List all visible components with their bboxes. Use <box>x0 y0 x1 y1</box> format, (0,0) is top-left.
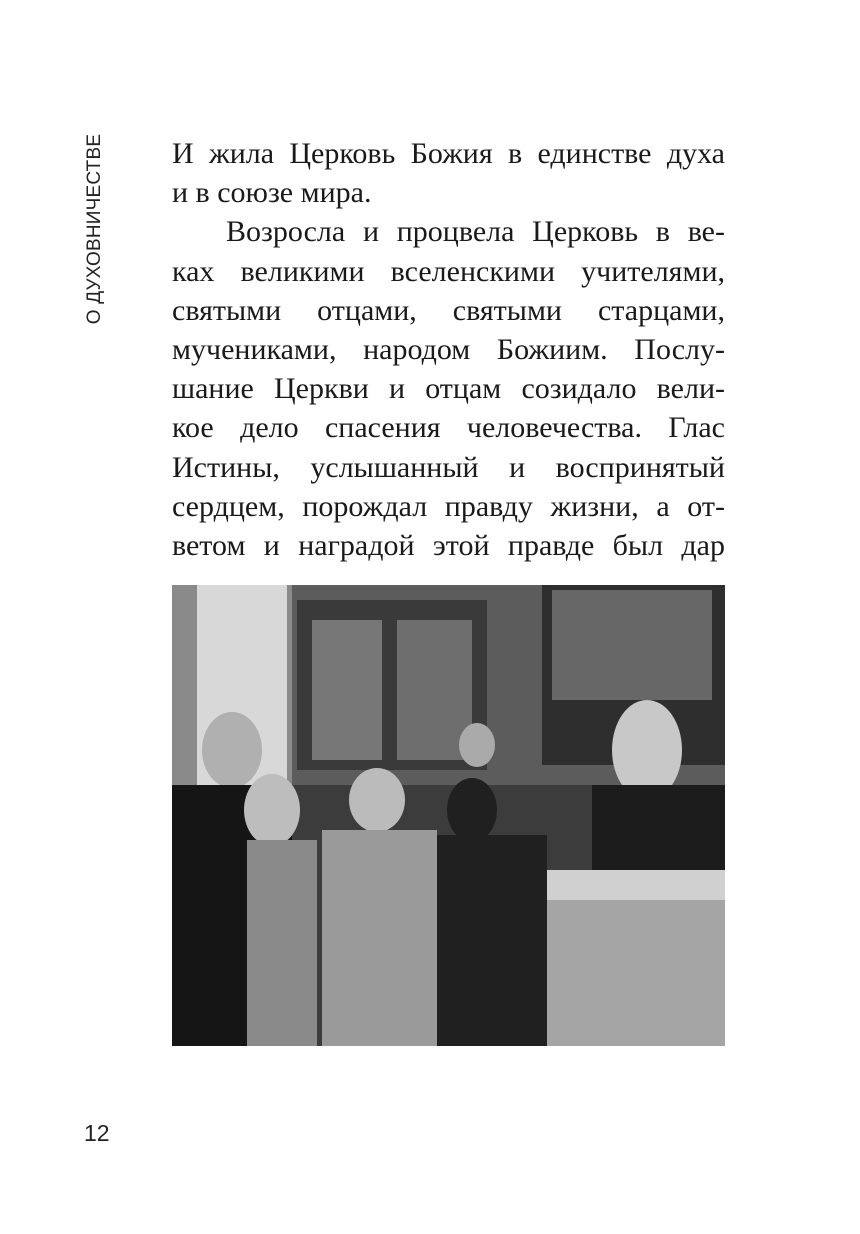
text-line: кое дело спасения человечества. Глас <box>172 411 725 445</box>
running-head: О ДУХОВНИЧЕСТВЕ <box>84 133 105 325</box>
text-line: Возросла и процвела Церковь в ве- <box>226 215 725 249</box>
page-number: 12 <box>84 1120 110 1146</box>
text-line: сердцем, порождал правду жизни, а от- <box>172 489 725 523</box>
text-line: Истины, услышанный и воспринятый <box>172 450 725 484</box>
text-line: И жила Церковь Божия в единстве духа <box>172 137 725 170</box>
church-photo <box>172 585 725 1046</box>
text-line: мучениками, народом Божиим. Послу- <box>172 332 725 366</box>
body-text <box>172 134 725 565</box>
text-line: ках великими вселенскими учителями, <box>172 254 725 288</box>
text-line: ветом и наградой этой правде был дар <box>172 528 725 562</box>
text-line: святыми отцами, святыми старцами, <box>172 293 725 327</box>
text-line: шание Церкви и отцам созидало вели- <box>172 372 725 406</box>
text-line: и в союзе мира. <box>172 176 372 210</box>
